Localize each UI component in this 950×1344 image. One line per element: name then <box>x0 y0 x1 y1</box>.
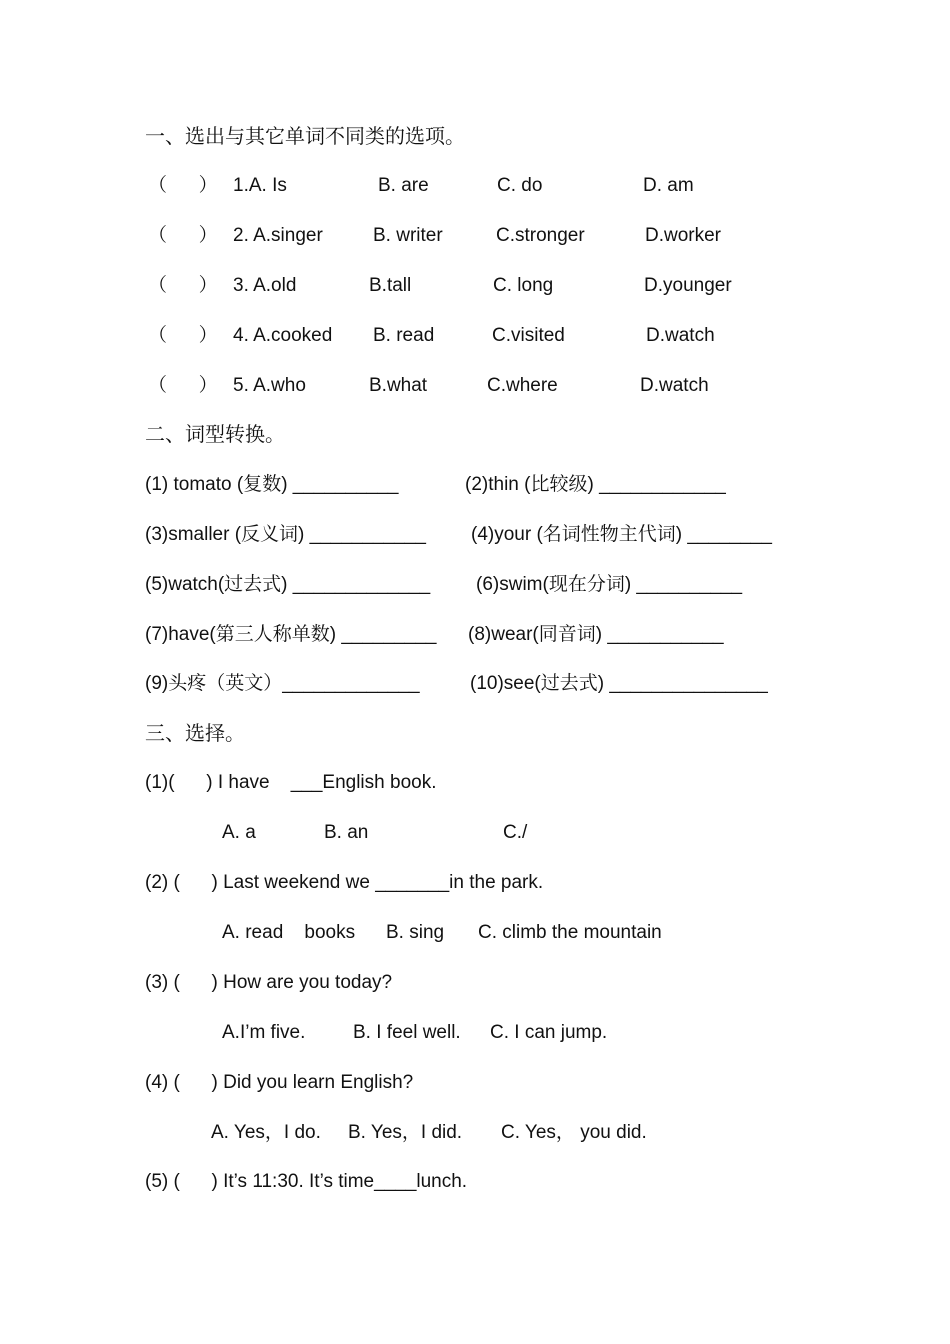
conversion-item: (4)your (名词性物主代词) ________ <box>471 524 772 545</box>
option-a: 2. A.singer <box>233 225 323 246</box>
answer-blank: （ ） <box>148 175 218 196</box>
choice-option: C. climb the mountain <box>478 922 662 943</box>
section-3-heading: 三、选择。 <box>145 721 245 745</box>
answer-blank: （ ） <box>148 325 218 346</box>
answer-blank: （ ） <box>148 275 218 296</box>
choice-question-stem: (2) ( ) Last weekend we _______in the park. <box>145 872 544 893</box>
conversion-item: (8)wear(同音词) ___________ <box>468 624 724 645</box>
conversion-item: (5)watch(过去式) _____________ <box>145 574 431 595</box>
choice-option: A. read books <box>222 922 356 943</box>
option-c: C.stronger <box>496 225 585 246</box>
option-d: D. am <box>643 175 694 196</box>
option-a: 5. A.who <box>233 375 306 396</box>
option-a: 3. A.old <box>233 275 297 296</box>
choice-option: C. Yes， you did. <box>501 1122 647 1143</box>
conversion-item: (3)smaller (反义词) ___________ <box>145 524 426 545</box>
option-d: D.younger <box>644 275 732 296</box>
answer-blank: （ ） <box>148 225 218 246</box>
choice-option: C./ <box>503 822 528 843</box>
option-b: B.what <box>369 375 428 396</box>
choice-question-stem: (1)( ) I have ___English book. <box>145 772 437 793</box>
option-d: D.watch <box>646 325 715 346</box>
choice-option: B. I feel well. <box>353 1022 461 1043</box>
choice-question-stem: (5) ( ) It’s 11:30. It’s time____lunch. <box>145 1171 468 1192</box>
choice-option: B. an <box>324 822 369 843</box>
conversion-item: (2)thin (比较级) ____________ <box>465 474 726 495</box>
option-b: B.tall <box>369 275 412 296</box>
option-b: B. writer <box>373 225 443 246</box>
option-c: C.visited <box>492 325 565 346</box>
choice-question-stem: (3) ( ) How are you today? <box>145 972 393 993</box>
option-b: B. are <box>378 175 429 196</box>
option-c: C. do <box>497 175 543 196</box>
conversion-item: (10)see(过去式) _______________ <box>470 673 768 694</box>
option-a: 4. A.cooked <box>233 325 333 346</box>
choice-option: A. Yes，I do. <box>211 1122 321 1143</box>
option-b: B. read <box>373 325 435 346</box>
option-a: 1.A. Is <box>233 175 287 196</box>
conversion-item: (7)have(第三人称单数) _________ <box>145 624 437 645</box>
option-c: C. long <box>493 275 554 296</box>
choice-option: B. sing <box>386 922 445 943</box>
conversion-item: (1) tomato (复数) __________ <box>145 474 399 495</box>
choice-option: A. a <box>222 822 256 843</box>
choice-option: C. I can jump. <box>490 1022 608 1043</box>
choice-option: A.I’m five. <box>222 1022 306 1043</box>
option-c: C.where <box>487 375 558 396</box>
section-1-heading: 一、选出与其它单词不同类的选项。 <box>145 124 465 148</box>
option-d: D.worker <box>645 225 722 246</box>
option-d: D.watch <box>640 375 709 396</box>
answer-blank: （ ） <box>148 375 218 396</box>
choice-option: B. Yes，I did. <box>348 1122 463 1143</box>
conversion-item: (9)头疼（英文）_____________ <box>145 673 420 694</box>
conversion-item: (6)swim(现在分词) __________ <box>476 574 743 595</box>
choice-question-stem: (4) ( ) Did you learn English? <box>145 1072 414 1093</box>
section-2-heading: 二、词型转换。 <box>145 422 285 446</box>
